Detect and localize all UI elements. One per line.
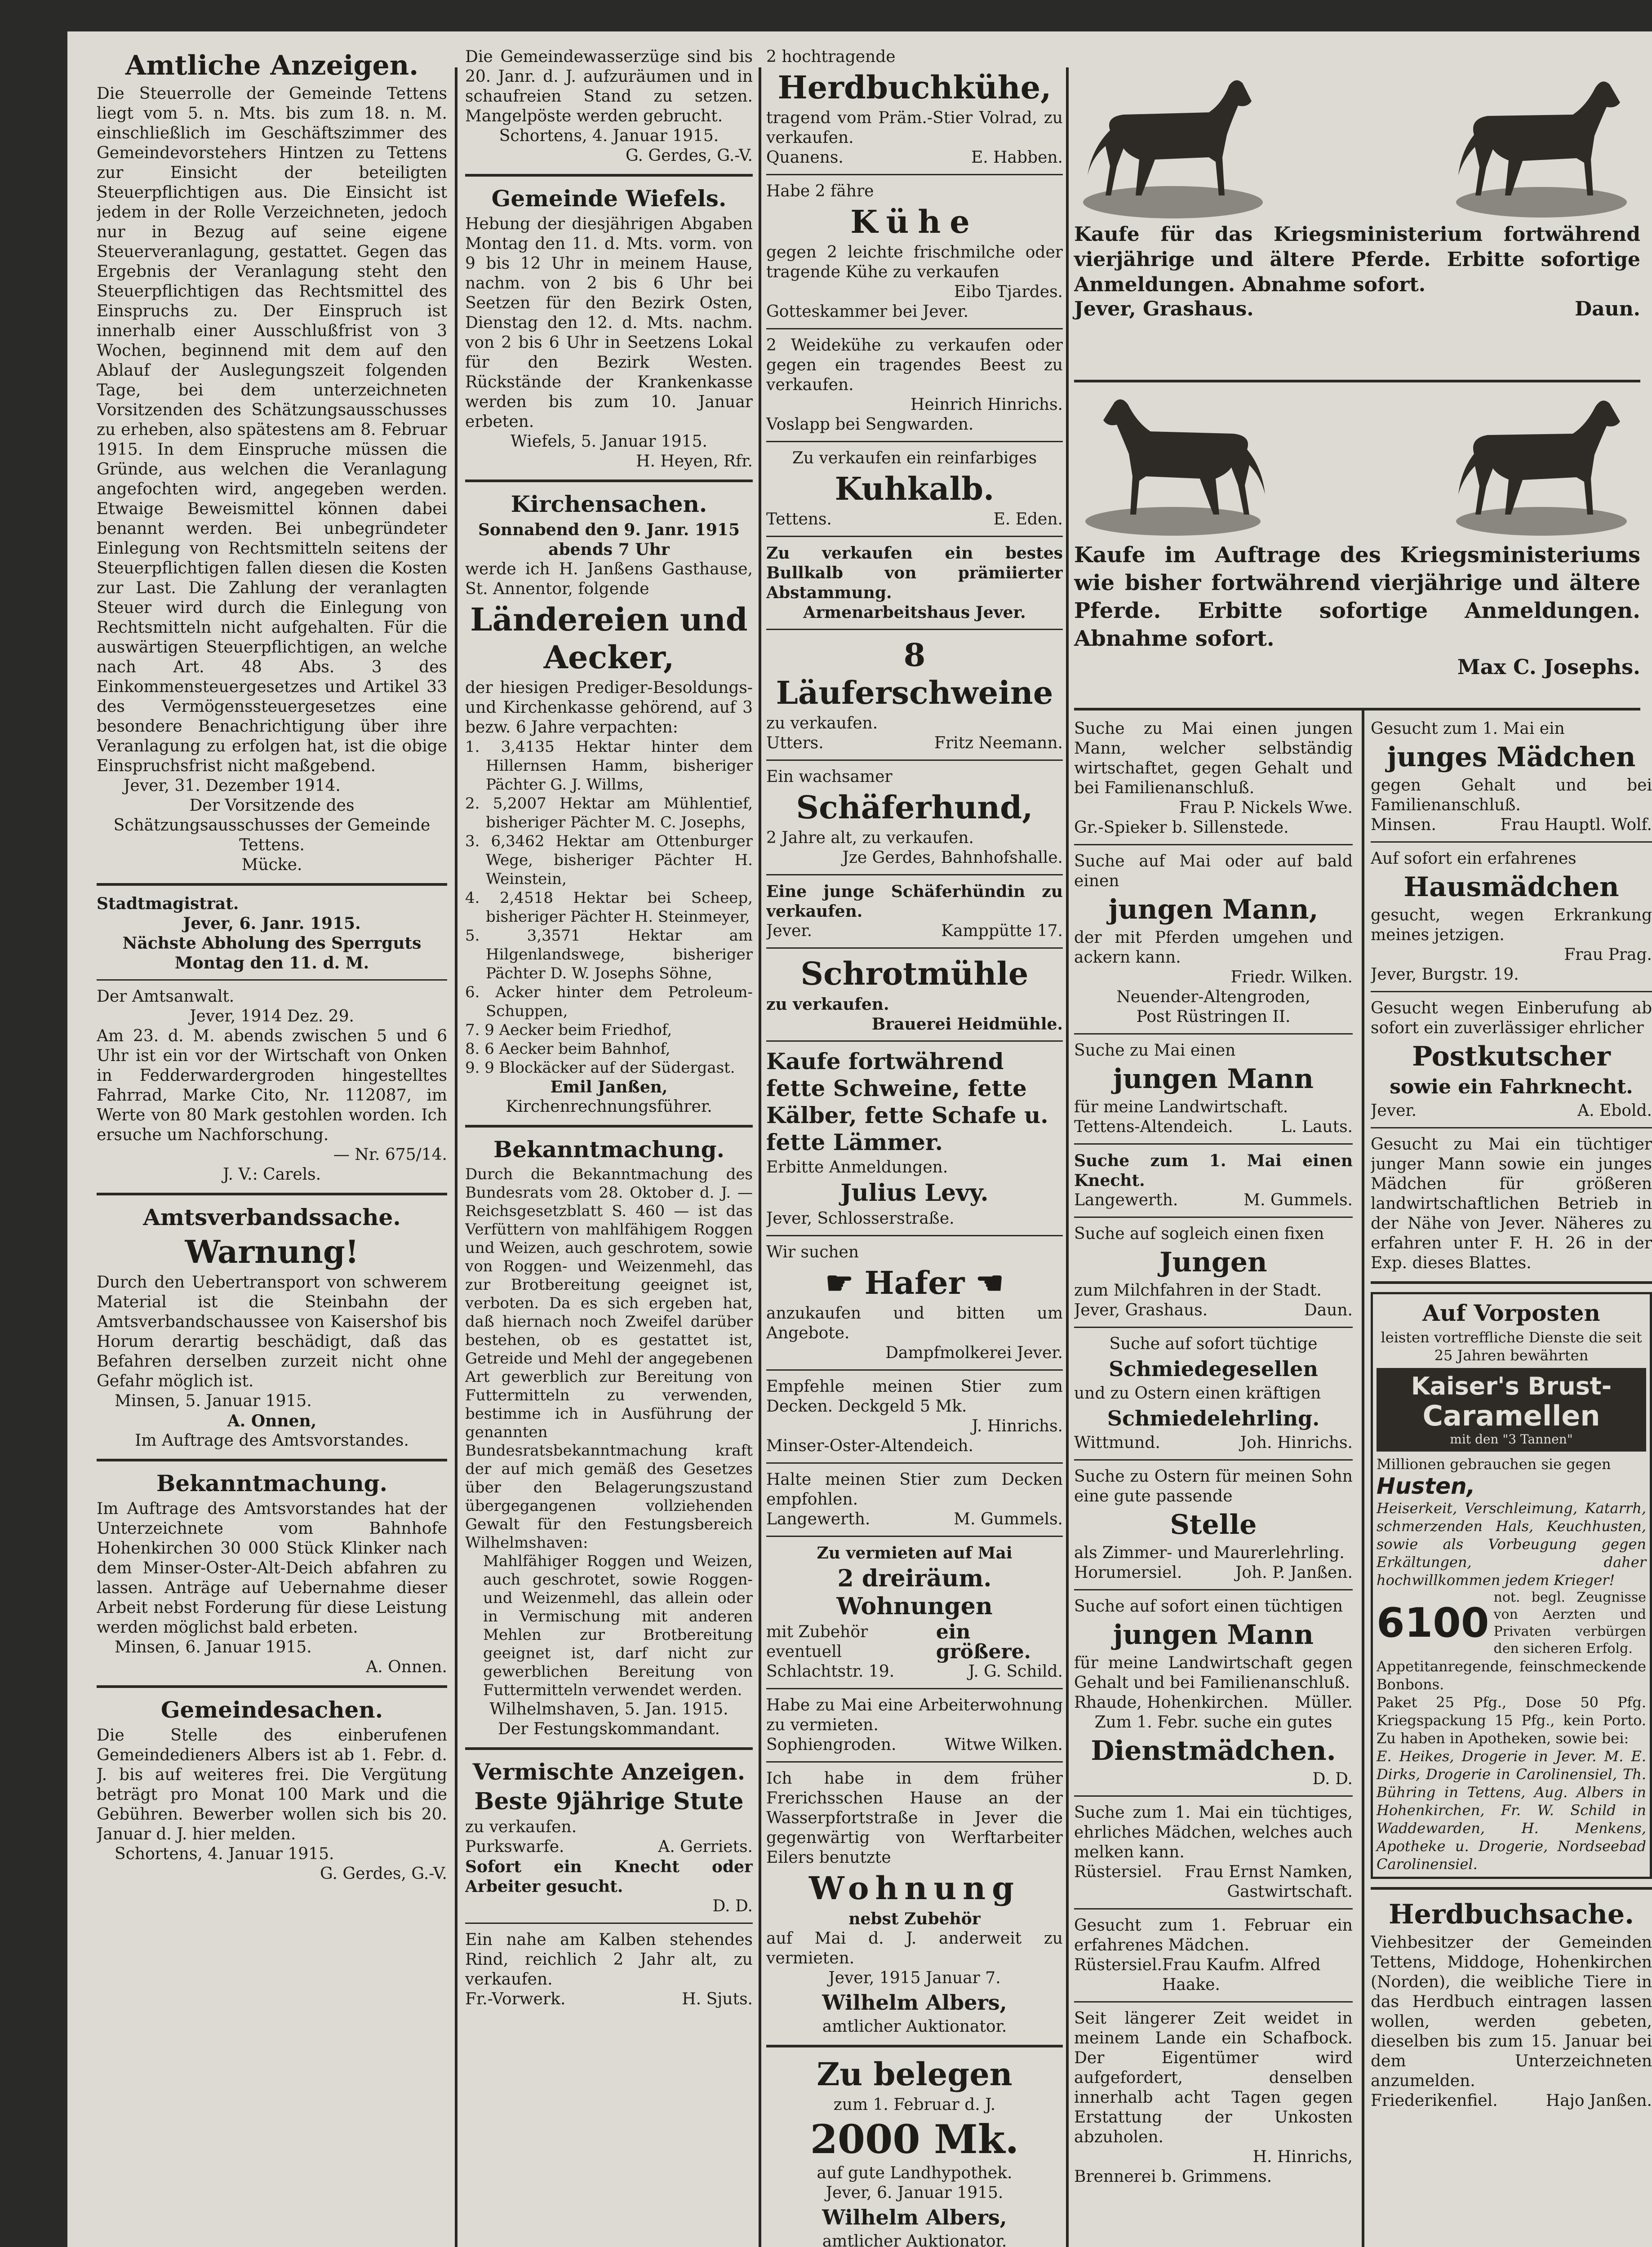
ad-text: Seit längerer Zeit weidet in meinem Lande ein Schafbock. Der Eigentümer wird aufgefordert, denselben innerhalb acht Tagen gegen Erstattung der Unkosten abzuholen.	[1074, 2009, 1353, 2146]
ad-signature: amtlicher Auktionator.	[822, 2232, 1007, 2247]
ad-text: Suche auf Mai oder auf bald einen	[1074, 852, 1353, 890]
divider	[766, 1235, 1063, 1236]
ad-place: Gotteskammer bei Jever.	[766, 302, 969, 321]
notice-text: Die Gemeindewasserzüge sind bis 20. Janr. d. J. aufzuräumen und in schaufreien Stand zu setzen. Mangelpöste werden gebrucht.	[465, 48, 753, 125]
notice-signature: A. Onnen,	[227, 1412, 317, 1430]
section-title: Gemeindesachen.	[160, 1696, 383, 1723]
ad-text: Erbitte Anmeldungen.	[766, 1158, 948, 1177]
horse-illustration	[1074, 386, 1272, 539]
ad-text: Suche auf sofort tüchtige	[1109, 1335, 1318, 1353]
ad-signature: Wittmund. Joh. Hinrichs.	[1074, 1434, 1353, 1452]
ad-text: 2 Weidekühe zu verkaufen oder gegen ein tragendes Beest zu verkaufen.	[766, 336, 1063, 394]
notice-text: Am 23. d. M. abends zwischen 5 und 6 Uhr ist ein vor der Wirtschaft von Onken in Fedderwardergroden hingestelltes Fahrrad, Marke Cito, Nr. 112087, im Werte von 80 Mark gestohlen worden. Ich ersuche um Nachforschung.	[97, 1027, 447, 1144]
divider	[465, 1923, 753, 1924]
section-title: Amtliche Anzeigen.	[125, 50, 419, 81]
notice-date: Schortens, 4. Januar 1915.	[499, 127, 719, 145]
divider	[766, 759, 1063, 761]
ad-headline: Schmiedegesellen	[1109, 1357, 1318, 1381]
pointing-hand-icon: ☛	[825, 1264, 865, 1301]
ad-text: Suche auf sogleich einen fixen	[1074, 1225, 1324, 1243]
ad-text: nebst Zubehör	[848, 1910, 981, 1928]
divider	[1371, 991, 1652, 992]
notice-date: Jever, 1914 Dez. 29.	[190, 1007, 354, 1026]
ad-headline: jungen Mann,	[1108, 894, 1319, 925]
divider	[465, 1747, 753, 1750]
ad-signature: Wilhelm Albers,	[822, 1990, 1007, 2015]
section-title: Gemeinde Wiefels.	[491, 185, 727, 212]
ad-headline: Jungen	[1159, 1247, 1267, 1278]
notice-signature: Mücke.	[241, 856, 302, 874]
ad-signature: Quanens. E. Habben.	[766, 148, 1063, 167]
ad-text: Empfehle meinen Stier zum Decken. Deckgeld 5 Mk.	[766, 1377, 1063, 1416]
ad-signature: J. Hinrichs.	[972, 1417, 1063, 1435]
notice-signature: G. Gerdes, G.-V.	[626, 147, 753, 165]
notice-text: Hebung der diesjährigen Abgaben Montag den 11. d. Mts. vorm. von 9 bis 12 Uhr in meinem Hause, nachm. von 2 bis 6 Uhr bei Seetzen für den Bezirk Osten, Dienstag den 12. d. Mts. nachm. von 2 bis 6 Uhr in Seetzens Lokal für den Bezirk Westen. Rückstände der Krankenkasse werden bis zum 10. Januar erbeten.	[465, 215, 753, 431]
parcel-list	[465, 737, 753, 1077]
ad-text: der mit Pferden umgehen und ackern kann.	[1074, 928, 1353, 967]
divider	[465, 480, 753, 482]
ad-text: Millionen gebrauchen sie gegen	[1377, 1456, 1611, 1473]
ad-text: mit Zubehör eventuell ein größere.	[766, 1621, 1031, 1663]
divider	[766, 174, 1063, 175]
ad-headline: Herdbuchkühe,	[777, 69, 1052, 106]
ad-signature: Dampfmolkerei Jever.	[885, 1344, 1063, 1362]
section-title: Vermischte Anzeigen.	[472, 1759, 746, 1785]
notice-number: — Nr. 675/14.	[333, 1146, 447, 1164]
column-3	[766, 47, 1063, 2247]
column-rule	[759, 67, 761, 2247]
notice-text: Durch den Uebertransport von schwerem Material ist die Steinbahn der Amtsverbandschaussee von Kaisershof bis Horum derartig beschädigt, daß das Befahren derselben zurzeit nicht ohne Gefahr möglich ist.	[97, 1273, 447, 1390]
ad-signature: Fr.-Vorwerk. H. Sjuts.	[465, 1990, 753, 2008]
ad-headline: Kaufe fortwährend fette Schweine, fette Kälber, fette Schafe u. fette Lämmer.	[766, 1048, 1048, 1155]
ad-text: Suche zum 1. Mai einen Knecht.	[1074, 1151, 1353, 1190]
ad-headline: 2 dreiräum. Wohnungen	[836, 1565, 993, 1620]
divider	[1074, 2001, 1353, 2003]
ad-signature: Rhaude, Hohenkirchen. Müller.	[1074, 1693, 1353, 1712]
divider	[1074, 708, 1640, 711]
caramel-advertisement	[1371, 1292, 1652, 1879]
ad-text: Auf sofort ein erfahrenes	[1371, 849, 1577, 868]
ad-text: leisten vortreffliche Dienste die seit 25 Jahren bewährten	[1381, 1329, 1642, 1364]
ad-signature: Tettens-Altendeich. L. Lauts.	[1074, 1118, 1353, 1136]
notice-text: werde ich H. Janßens Gasthause, St. Annentor, folgende	[465, 560, 753, 598]
ad-signature: Frau Prag.	[1564, 946, 1652, 964]
divider	[97, 979, 447, 981]
ad-headline: Wohnung	[808, 1870, 1021, 1907]
list-item: 6. Acker hinter dem Petroleum-Schuppen,	[465, 983, 753, 1020]
notice-signature: Emil Janßen,	[550, 1078, 668, 1097]
divider	[97, 1193, 447, 1195]
ad-text: gesucht, wegen Erkrankung meines jetzigen.	[1371, 906, 1652, 944]
pointing-hand-icon: ☚	[964, 1264, 1004, 1301]
headline: Ländereien und Aecker,	[470, 601, 748, 676]
ad-signature: Jever, Grashaus. Daun.	[1074, 298, 1640, 320]
divider	[1074, 1143, 1353, 1145]
notice-date: Jever, 6. Janr. 1915.	[183, 914, 361, 933]
ad-text: Appetitanregende, feinschmeckende Bonbons.	[1377, 1658, 1646, 1693]
ad-place: Voslapp bei Sengwarden.	[766, 415, 974, 434]
ad-signature: Max C. Josephs.	[1457, 655, 1640, 679]
ad-text: Ich habe in dem früher Frerichsschen Hause an der Wasserpfortstraße in Jever die gegenwärtig von Werftarbeiter Eilers benutzte	[766, 1769, 1063, 1867]
ad-signature: Jever. Kamppütte 17.	[766, 922, 1063, 940]
ad-headline: Stelle	[1170, 1509, 1257, 1541]
ad-headline: 8 Läuferschweine	[776, 636, 1053, 711]
list-item: 7. 9 Aecker beim Friedhof,	[465, 1021, 672, 1039]
ad-signature: H. Hinrichs,	[1252, 2148, 1353, 2166]
ad-text: zu verkaufen.	[465, 1818, 577, 1836]
ad-text: Gesucht zu Mai ein tüchtiger junger Mann sowie ein junges Mädchen für größeren landwirtschaftlichen Betrieb in der Nähe von Jever. Näheres zu erfahren unter F. H. 26 in der Exp. dieses Blattes.	[1371, 1135, 1652, 1272]
ad-text: Zum 1. Febr. suche ein gutes	[1094, 1713, 1332, 1732]
notice-signature: H. Heyen, Rfr.	[636, 452, 753, 471]
column-rule	[1066, 67, 1069, 2247]
divider	[1371, 1127, 1652, 1128]
ad-signature: amtlicher Auktionator.	[822, 2017, 1007, 2036]
divider	[766, 328, 1063, 329]
ad-headline: Hausmädchen	[1403, 871, 1619, 903]
ad-signature: D. D.	[1312, 1770, 1353, 1788]
ad-signature: Horumersiel. Joh. P. Janßen.	[1074, 1563, 1353, 1582]
ad-text: Ein nahe am Kalben stehendes Rind, reichlich 2 Jahr alt, zu verkaufen.	[465, 1931, 753, 1989]
list-item: 5. 3,3571 Hektar am Hilgenlandswege, bisheriger Pächter D. W. Josephs Söhne,	[465, 927, 753, 982]
ad-signature: Julius Levy.	[840, 1179, 989, 1207]
divider	[1074, 844, 1353, 845]
ad-text: und zu Ostern einen kräftigen	[1074, 1384, 1321, 1403]
notice-signature: J. V.: Carels.	[222, 1165, 321, 1184]
divider	[766, 2045, 1063, 2047]
ad-signature: Tettens. E. Eden.	[766, 510, 1063, 528]
horse-illustration	[1443, 67, 1640, 220]
divider	[1074, 380, 1640, 382]
section-title: Kirchensachen.	[511, 491, 707, 517]
ad-signature: Friedr. Wilken.	[1230, 968, 1353, 986]
ad-signature: Rüstersiel. Frau Ernst Namken,	[1074, 1863, 1353, 1881]
ad-text: Gesucht zum 1. Mai ein	[1371, 719, 1565, 738]
ad-signature: Jever. A. Ebold.	[1371, 1101, 1652, 1120]
ad-text: Wir suchen	[766, 1243, 859, 1261]
ad-text: Suche zu Ostern für meinen Sohn eine gute passende	[1074, 1467, 1353, 1505]
notice-date: Sonnabend den 9. Janr. 1915 abends 7 Uhr	[478, 520, 740, 559]
notice-date: Wilhelmshaven, 5. Jan. 1915.	[489, 1700, 728, 1719]
ad-signature: Minsen. Frau Hauptl. Wolf.	[1371, 816, 1652, 834]
ad-place: Gr.-Spieker b. Sillenstede.	[1074, 818, 1289, 837]
ad-text: Ein wachsamer	[766, 768, 893, 786]
notice-heading: Der Amtsanwalt.	[97, 987, 235, 1006]
ad-text: gegen Gehalt und bei Familienanschluß.	[1371, 776, 1652, 814]
list-item: 3. 6,3462 Hektar am Ottenburger Wege, bisheriger Pächter H. Weinstein,	[465, 832, 753, 888]
divider	[1074, 1459, 1353, 1461]
section-title: Herdbuchsache.	[1388, 1899, 1634, 1930]
divider	[97, 883, 447, 886]
divider	[1074, 1589, 1353, 1590]
ad-text: Sofort ein Knecht oder Arbeiter gesucht.	[465, 1857, 753, 1896]
ad-signature: Wilhelm Albers,	[822, 2205, 1007, 2229]
ad-place: Post Rüstringen II.	[1136, 1008, 1291, 1026]
ad-headline: Dienstmädchen.	[1091, 1735, 1336, 1767]
ad-place: Jever, Schlosserstraße.	[766, 1209, 955, 1228]
divider	[766, 629, 1063, 630]
notice-signature: Friederikenfiel. Hajo Janßen.	[1371, 2092, 1652, 2110]
brand-logo: Kaiser's Brust- Caramellen mit den "3 Tannen"	[1377, 1368, 1646, 1452]
divider	[766, 1040, 1063, 1042]
ad-text: für meine Landwirtschaft gegen Gehalt und bei Familienanschluß.	[1074, 1654, 1353, 1692]
ad-signature: Rüstersiel. Frau Kaufm. Alfred Haake.	[1074, 1956, 1321, 1994]
ad-headline: Husten,	[1377, 1473, 1475, 1499]
divider	[1074, 1795, 1353, 1797]
horse-illustration	[1074, 67, 1272, 220]
notice-date: Schortens, 4. Januar 1915.	[115, 1845, 334, 1863]
ad-signature: D. D.	[712, 1897, 753, 1915]
horse-ad-1	[1074, 67, 1640, 319]
ad-signature: Sophiengroden. Witwe Wilken.	[766, 1736, 1063, 1754]
ad-signature: Purkswarfe. A. Gerriets.	[465, 1838, 753, 1856]
ad-place: Jever, Burgstr. 19.	[1371, 965, 1519, 984]
notice-signature: Im Auftrage des Amtsvorstandes.	[135, 1431, 409, 1450]
divider	[766, 536, 1063, 537]
list-item: 8. 6 Aecker beim Bahnhof,	[465, 1040, 671, 1058]
ad-headline: jungen Mann	[1113, 1619, 1314, 1651]
divider	[1371, 841, 1652, 843]
ad-text: Zu verkaufen ein reinfarbiges	[792, 449, 1037, 467]
ad-text: zu verkaufen.	[766, 714, 878, 733]
horse-illustration	[1443, 386, 1640, 539]
ad-text: Gesucht zum 1. Februar ein erfahrenes Mädchen.	[1074, 1916, 1353, 1954]
ad-headline: Postkutscher	[1412, 1041, 1611, 1072]
testimonial-count: 6100	[1377, 1599, 1489, 1647]
divider	[465, 174, 753, 177]
ad-date: Jever, 6. Januar 1915.	[826, 2184, 1004, 2202]
ad-signature: Langewerth. M. Gummels.	[766, 1510, 1063, 1528]
list-item: 4. 2,4518 Hektar bei Scheep, bisheriger Pächter H. Steinmeyer,	[465, 889, 753, 926]
ad-text: Eine junge Schäferhündin zu verkaufen.	[766, 882, 1063, 921]
notice-text: Nächste Abholung des Sperrguts Montag den 11. d. M.	[122, 934, 422, 973]
list-item: 1. 3,4135 Hektar hinter dem Hillernsen Hamm, bisheriger Pächter G. J. Willms,	[465, 738, 753, 794]
ad-text: als Zimmer- und Maurerlehrling.	[1074, 1544, 1345, 1562]
notice-date: Jever, 31. Dezember 1914.	[124, 777, 341, 795]
ad-place: Brennerei b. Grimmens.	[1074, 2167, 1272, 2186]
divider	[1074, 1033, 1353, 1035]
notice-text: Im Auftrage des Amtsvorstandes hat der Unterzeichnete vom Bahnhofe Hohenkirchen 30 000 Stück Klinker nach dem Minser-Oster-Alt-Deich abfahren zu lassen. Anträge auf Uebernahme dieser Arbeit nebst Forderung für diese Leistung werden möglichst bald erbeten.	[97, 1500, 447, 1637]
section-title: Bekanntmachung.	[493, 1136, 725, 1163]
ad-text: gegen 2 leichte frischmilche oder tragende Kühe zu verkaufen	[766, 243, 1063, 281]
ad-text: Zu verkaufen ein bestes Bullkalb von prämiierter Abstammung.	[766, 544, 1063, 602]
ad-text: 2 hochtragende	[766, 48, 896, 66]
column-4	[1074, 719, 1353, 2187]
divider	[1074, 1217, 1353, 1218]
ad-headline: Schrotmühle	[800, 955, 1029, 992]
divider	[97, 1459, 447, 1461]
ad-text: 2 Jahre alt, zu verkaufen.	[766, 829, 974, 847]
ad-text: Suche zum 1. Mai ein tüchtiges, ehrliches Mädchen, welches auch melken kann.	[1074, 1803, 1353, 1861]
divider	[766, 1462, 1063, 1464]
ad-signature: Heinrich Hinrichs.	[910, 395, 1063, 414]
notice-text: der hiesigen Prediger-Besoldungs- und Kirchenkasse gehörend, auf 3 bezw. 6 Jahre verpachten:	[465, 679, 753, 737]
ad-signature: Langewerth. M. Gummels.	[1074, 1191, 1353, 1209]
notice-text: Viehbesitzer der Gemeinden Tettens, Middoge, Hohenkirchen (Norden), die weibliche Tiere in das Herdbuch eintragen lassen wollen, werden gebeten, dieselben bis zum 15. Januar bei dem Unterzeichneten anzumelden.	[1371, 1933, 1652, 2090]
notice-signature: Kirchenrechnungsführer.	[506, 1097, 712, 1116]
ad-headline: jungen Mann	[1113, 1063, 1314, 1095]
notice-signature: Der Vorsitzende des Schätzungsausschusses der Gemeinde Tettens.	[113, 796, 431, 854]
ad-text: anzukaufen und bitten um Angebote.	[766, 1304, 1063, 1342]
ad-text: Suche zu Mai einen jungen Mann, welcher selbständig wirtschaftet, gegen Gehalt und bei Familienanschluß.	[1074, 719, 1353, 797]
column-1	[97, 47, 447, 1884]
column-2	[465, 47, 753, 2009]
column-rule	[1362, 710, 1364, 2247]
divider	[766, 1536, 1063, 1537]
ad-signature: Gastwirtschaft.	[1227, 1883, 1353, 1901]
notice-signature: A. Onnen.	[366, 1658, 447, 1676]
ad-headline: junges Mädchen	[1387, 742, 1636, 773]
notice-date: Wiefels, 5. Januar 1915.	[511, 432, 707, 451]
ad-text: Suche zu Mai einen	[1074, 1041, 1236, 1060]
ad-headline: Schäferhund,	[796, 789, 1033, 826]
ad-text: zu verkaufen.	[766, 995, 889, 1014]
notice-heading: Stadtmagistrat.	[97, 894, 239, 913]
ad-amount: 2000 Mk.	[810, 2116, 1019, 2163]
ad-date: Jever, 1915 Januar 7.	[828, 1969, 1001, 1987]
ad-text: Kaufe für das Kriegsministerium fortwährend vierjährige und ältere Pferde. Erbitte sofortige Anmeldungen. Abnahme sofort.	[1074, 223, 1640, 296]
divider	[97, 1685, 447, 1688]
notice-date: Minsen, 6. Januar 1915.	[115, 1638, 312, 1656]
ad-text: tragend vom Präm.-Stier Volrad, zu verkaufen.	[766, 109, 1063, 147]
section-title: Bekanntmachung.	[156, 1470, 388, 1497]
section-title: Amtsverbandssache.	[143, 1204, 401, 1230]
notice-date: Minsen, 5. Januar 1915.	[115, 1392, 312, 1410]
ad-headline: Beste 9jährige Stute	[474, 1788, 744, 1815]
ad-signature: Frau P. Nickels Wwe.	[1179, 799, 1353, 817]
headline: Warnung!	[185, 1233, 359, 1270]
column-rule	[455, 67, 457, 2247]
ad-headline: ☛ Hafer ☚	[825, 1264, 1004, 1301]
notice-text: Mahlfähiger Roggen und Weizen, auch geschrotet, sowie Roggen- und Weizenmehl, das allein oder in Vermischung mit anderen Mehlen zur Brotbereitung geeignet ist, darf nicht zur gewerblichen Bereitung von Futtermitteln verwendet werden.	[483, 1552, 753, 1699]
notice-signature: G. Gerdes, G.-V.	[320, 1865, 447, 1883]
ad-text: zum Milchfahren in der Stadt.	[1074, 1281, 1322, 1300]
column-5	[1371, 719, 1652, 2111]
divider	[1371, 1887, 1652, 1890]
divider	[1074, 1908, 1353, 1910]
ad-text: Habe zu Mai eine Arbeiterwohnung zu vermieten.	[766, 1696, 1063, 1734]
ad-text: für meine Landwirtschaft.	[1074, 1098, 1288, 1116]
ad-headline: Kuhkalb.	[835, 470, 995, 507]
ad-text: Paket 25 Pfg., Dose 50 Pfg. Kriegspackung 15 Pfg., kein Porto. Zu haben in Apotheken, sowie bei:	[1377, 1694, 1646, 1747]
ad-place: Neuender-Altengroden,	[1116, 988, 1310, 1006]
ad-text: not. begl. Zeugnisse von Aerzten und Privaten verbürgen den sicheren Erfolg.	[1493, 1590, 1646, 1656]
divider	[766, 1688, 1063, 1689]
ad-headline: Zu belegen	[817, 2056, 1013, 2093]
ad-text: zum 1. Februar d. J.	[833, 2096, 996, 2114]
ad-text: Habe 2 fähre	[766, 182, 874, 200]
ad-headline: Kühe	[850, 203, 979, 240]
divider	[766, 1369, 1063, 1371]
ad-text: Halte meinen Stier zum Decken empfohlen.	[766, 1470, 1063, 1509]
ad-text: Gesucht wegen Einberufung ab sofort ein zuverlässiger ehrlicher	[1371, 999, 1652, 1037]
notice-text: Durch die Bekanntmachung des Bundesrats vom 28. Oktober d. J. — Reichsgesetzblatt S. 460 — ist das Verfüttern von mahlfähigem Roggen und Weizen, auch geschrotem, sowie von Roggen- und Weizenmehl, das zur Brotbereitung geeignet ist, verboten. Da es sich ergeben hat, daß hiernach noch Zweifel darüber bestehen, ob es gestattet ist, Getreide und Mehl der angegebenen Art gewerblich zur Bereitung von Futtermitteln zu verwenden, bestimme ich in Ausführung der genannten Bundesratsbekanntmachung kraft der auf mich gemäß des Gesetzes über den Belagerungszustand übergegangenen vollziehenden Gewalt für den Festungsbereich Wilhelmshaven:	[465, 1165, 753, 1552]
ad-signature: Eibo Tjardes.	[954, 283, 1063, 301]
ad-text: Zu vermieten auf Mai	[817, 1544, 1013, 1563]
divider	[1074, 1327, 1353, 1328]
ad-text: auf gute Landhypothek.	[817, 2164, 1013, 2182]
ad-signature: Brauerei Heidmühle.	[871, 1015, 1063, 1034]
ad-text: Suche auf sofort einen tüchtigen	[1074, 1597, 1343, 1616]
list-item: 2. 5,2007 Hektar am Mühlentief, bisheriger Pächter M. C. Josephs,	[465, 795, 753, 831]
ad-signature: Utters. Fritz Neemann.	[766, 734, 1063, 752]
ad-signature: Jever, Grashaus. Daun.	[1074, 1301, 1353, 1319]
ad-signature: Jze Gerdes, Bahnhofshalle.	[842, 848, 1063, 867]
ad-text: Heiserkeit, Verschleimung, Katarrh, schmerzenden Hals, Keuchhusten, sowie als Vorbeugung gegen Erkältungen, daher hochwillkommen jedem Krieger!	[1377, 1500, 1646, 1589]
ad-headline: Schmiedelehrling.	[1107, 1406, 1320, 1430]
horse-ad-2	[1074, 386, 1640, 679]
divider	[766, 947, 1063, 949]
ad-text: Kaufe im Auftrage des Kriegsministeriums wie bisher fortwährend vierjährige und ältere Pferde. Erbitte sofortige Anmeldungen. Abnahme sofort.	[1074, 542, 1640, 651]
divider	[1371, 1281, 1652, 1284]
ad-signature: Schlachtstr. 19. J. G. Schild.	[766, 1662, 1063, 1681]
divider	[766, 441, 1063, 442]
divider	[766, 874, 1063, 875]
notice-text: Die Stelle des einberufenen Gemeindedieners Albers ist ab 1. Febr. d. J. bis auf weiteres frei. Die Vergütung beträgt pro Monat 100 Mark und die Gebühren. Bewerber wollen sich bis 20. Januar d. J. hier melden.	[97, 1726, 447, 1843]
ad-headline: Auf Vorposten	[1422, 1300, 1600, 1326]
ad-headline: sowie ein Fahrknecht.	[1390, 1075, 1633, 1098]
divider	[465, 1125, 753, 1128]
ad-text: auf Mai d. J. anderweit zu vermieten.	[766, 1929, 1063, 1967]
ad-text: E. Heikes, Drogerie in Jever. M. E. Dirks, Drogerie in Carolinensiel, Th. Bühring in Tettens, Aug. Albers in Hohenkirchen, Fr. W. Schild in Waddewarden, H. Menkens, Apotheke u. Drogerie, Nordseebad Carolinensiel.	[1377, 1748, 1646, 1873]
ad-signature: Armenarbeitshaus Jever.	[803, 603, 1026, 622]
divider	[766, 1761, 1063, 1763]
notice-text: Die Steuerrolle der Gemeinde Tettens liegt vom 5. n. Mts. bis zum 18. n. M. einschließlich im Geschäftszimmer des Gemeindevorstehers Hintzen zu Tettens zur Einsicht der beteiligten Steuerpflichtigen aus. Die Einsicht ist jedem in der Rolle Verzeichneten, jedoch nur in Bezug auf seine eigene Steuerveranlagung, gestattet. Gegen das Ergebnis der Veranlagung steht den Steuerpflichtigen das Rechtsmittel des Einspruchs zu. Der Einspruch ist innerhalb einer Ausschlußfrist von 3 Wochen, beginnend mit dem auf den Ablauf der Auslegungszeit folgenden Tage, bei dem unterzeichneten Vorsitzenden des Schätzungsausschusses zu erheben, also spätestens am 8. Februar 1915. In dem Einspruche müssen die Gründe, aus welchen die Veranlagung angefochten wird, angegeben werden. Etwaige Beweismittel können dabei benannt werden. Bei unbegründeter Einlegung von Rechtsmitteln seitens der Steuerpflichtigen fallen diesen die Kosten zur Last. Die Zahlung der veranlagten Steuer wird durch die Einlegung von Rechtsmitteln nicht aufgehalten. Für die auswärtigen Steuerpflichtigen, an welche nach Art. 48 Abs. 3 des Einkommensteuergesetzes und Artikel 33 des Vermögenssteuergesetzes eine besondere Benachrichtigung über ihre Veranlagung zu erfolgen hat, ist die obige Einspruchsfrist nicht maßgebend.	[97, 84, 447, 775]
notice-signature: Der Festungskommandant.	[498, 1720, 720, 1738]
ad-place: Minser-Oster-Altendeich.	[766, 1437, 973, 1455]
list-item: 9. 9 Blockäcker auf der Südergast.	[465, 1059, 735, 1077]
